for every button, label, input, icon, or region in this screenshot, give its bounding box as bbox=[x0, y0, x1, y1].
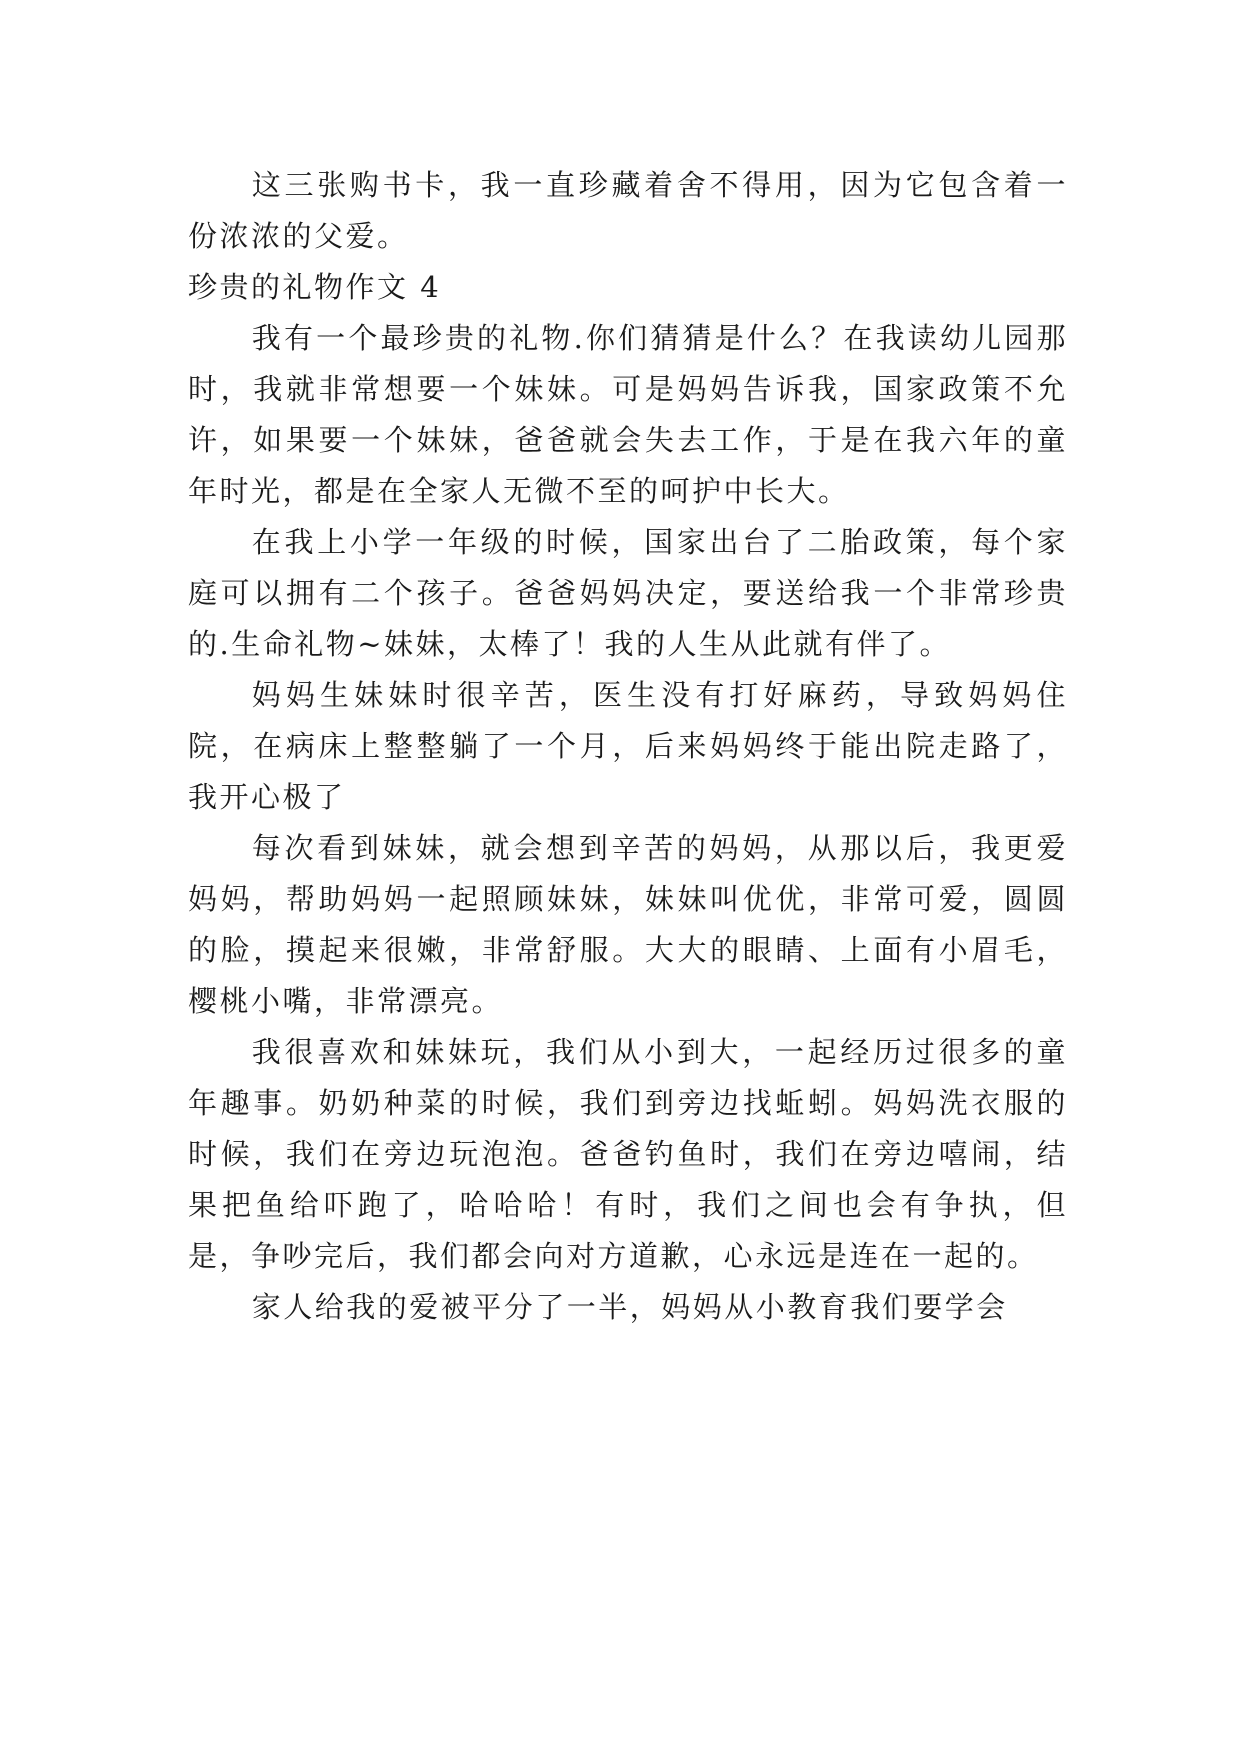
paragraph-6: 我很喜欢和妹妹玩，我们从小到大，一起经历过很多的童年趣事。奶奶种菜的时候，我们到旁边找蚯蚓。妈妈洗衣服的时候，我们在旁边玩泡泡。爸爸钓鱼时，我们在旁边嘻闹，结果把鱼给吓跑了，哈哈哈！有时，我们之间也会有争执，但是，争吵完后，我们都会向对方道歉，心永远是连在一起的。 bbox=[188, 1035, 1068, 1273]
document-body bbox=[188, 160, 1068, 1333]
paragraph-1: 这三张购书卡，我一直珍藏着舍不得用，因为它包含着一份浓浓的父爱。 bbox=[188, 168, 1068, 253]
paragraph-4: 妈妈生妹妹时很辛苦，医生没有打好麻药，导致妈妈住院，在病床上整整躺了一个月，后来妈妈终于能出院走路了，我开心极了 bbox=[188, 678, 1068, 814]
paragraph-7: 家人给我的爱被平分了一半，妈妈从小教育我们要学会 bbox=[251, 1290, 1008, 1324]
paragraph-2: 我有一个最珍贵的礼物.你们猜猜是什么？在我读幼儿园那时，我就非常想要一个妹妹。可是妈妈告诉我，国家政策不允许，如果要一个妹妹，爸爸就会失去工作，于是在我六年的童年时光，都是在全家人无微不至的呵护中长大。 bbox=[188, 321, 1068, 508]
paragraph-5: 每次看到妹妹，就会想到辛苦的妈妈，从那以后，我更爱妈妈，帮助妈妈一起照顾妹妹，妹妹叫优优，非常可爱，圆圆的脸，摸起来很嫩，非常舒服。大大的眼睛、上面有小眉毛，樱桃小嘴，非常漂亮。 bbox=[188, 831, 1068, 1018]
section-heading: 珍贵的礼物作文 4 bbox=[188, 270, 442, 304]
paragraph-3: 在我上小学一年级的时候，国家出台了二胎政策，每个家庭可以拥有二个孩子。爸爸妈妈决定，要送给我一个非常珍贵的.生命礼物~妹妹，太棒了！我的人生从此就有伴了。 bbox=[188, 525, 1068, 661]
